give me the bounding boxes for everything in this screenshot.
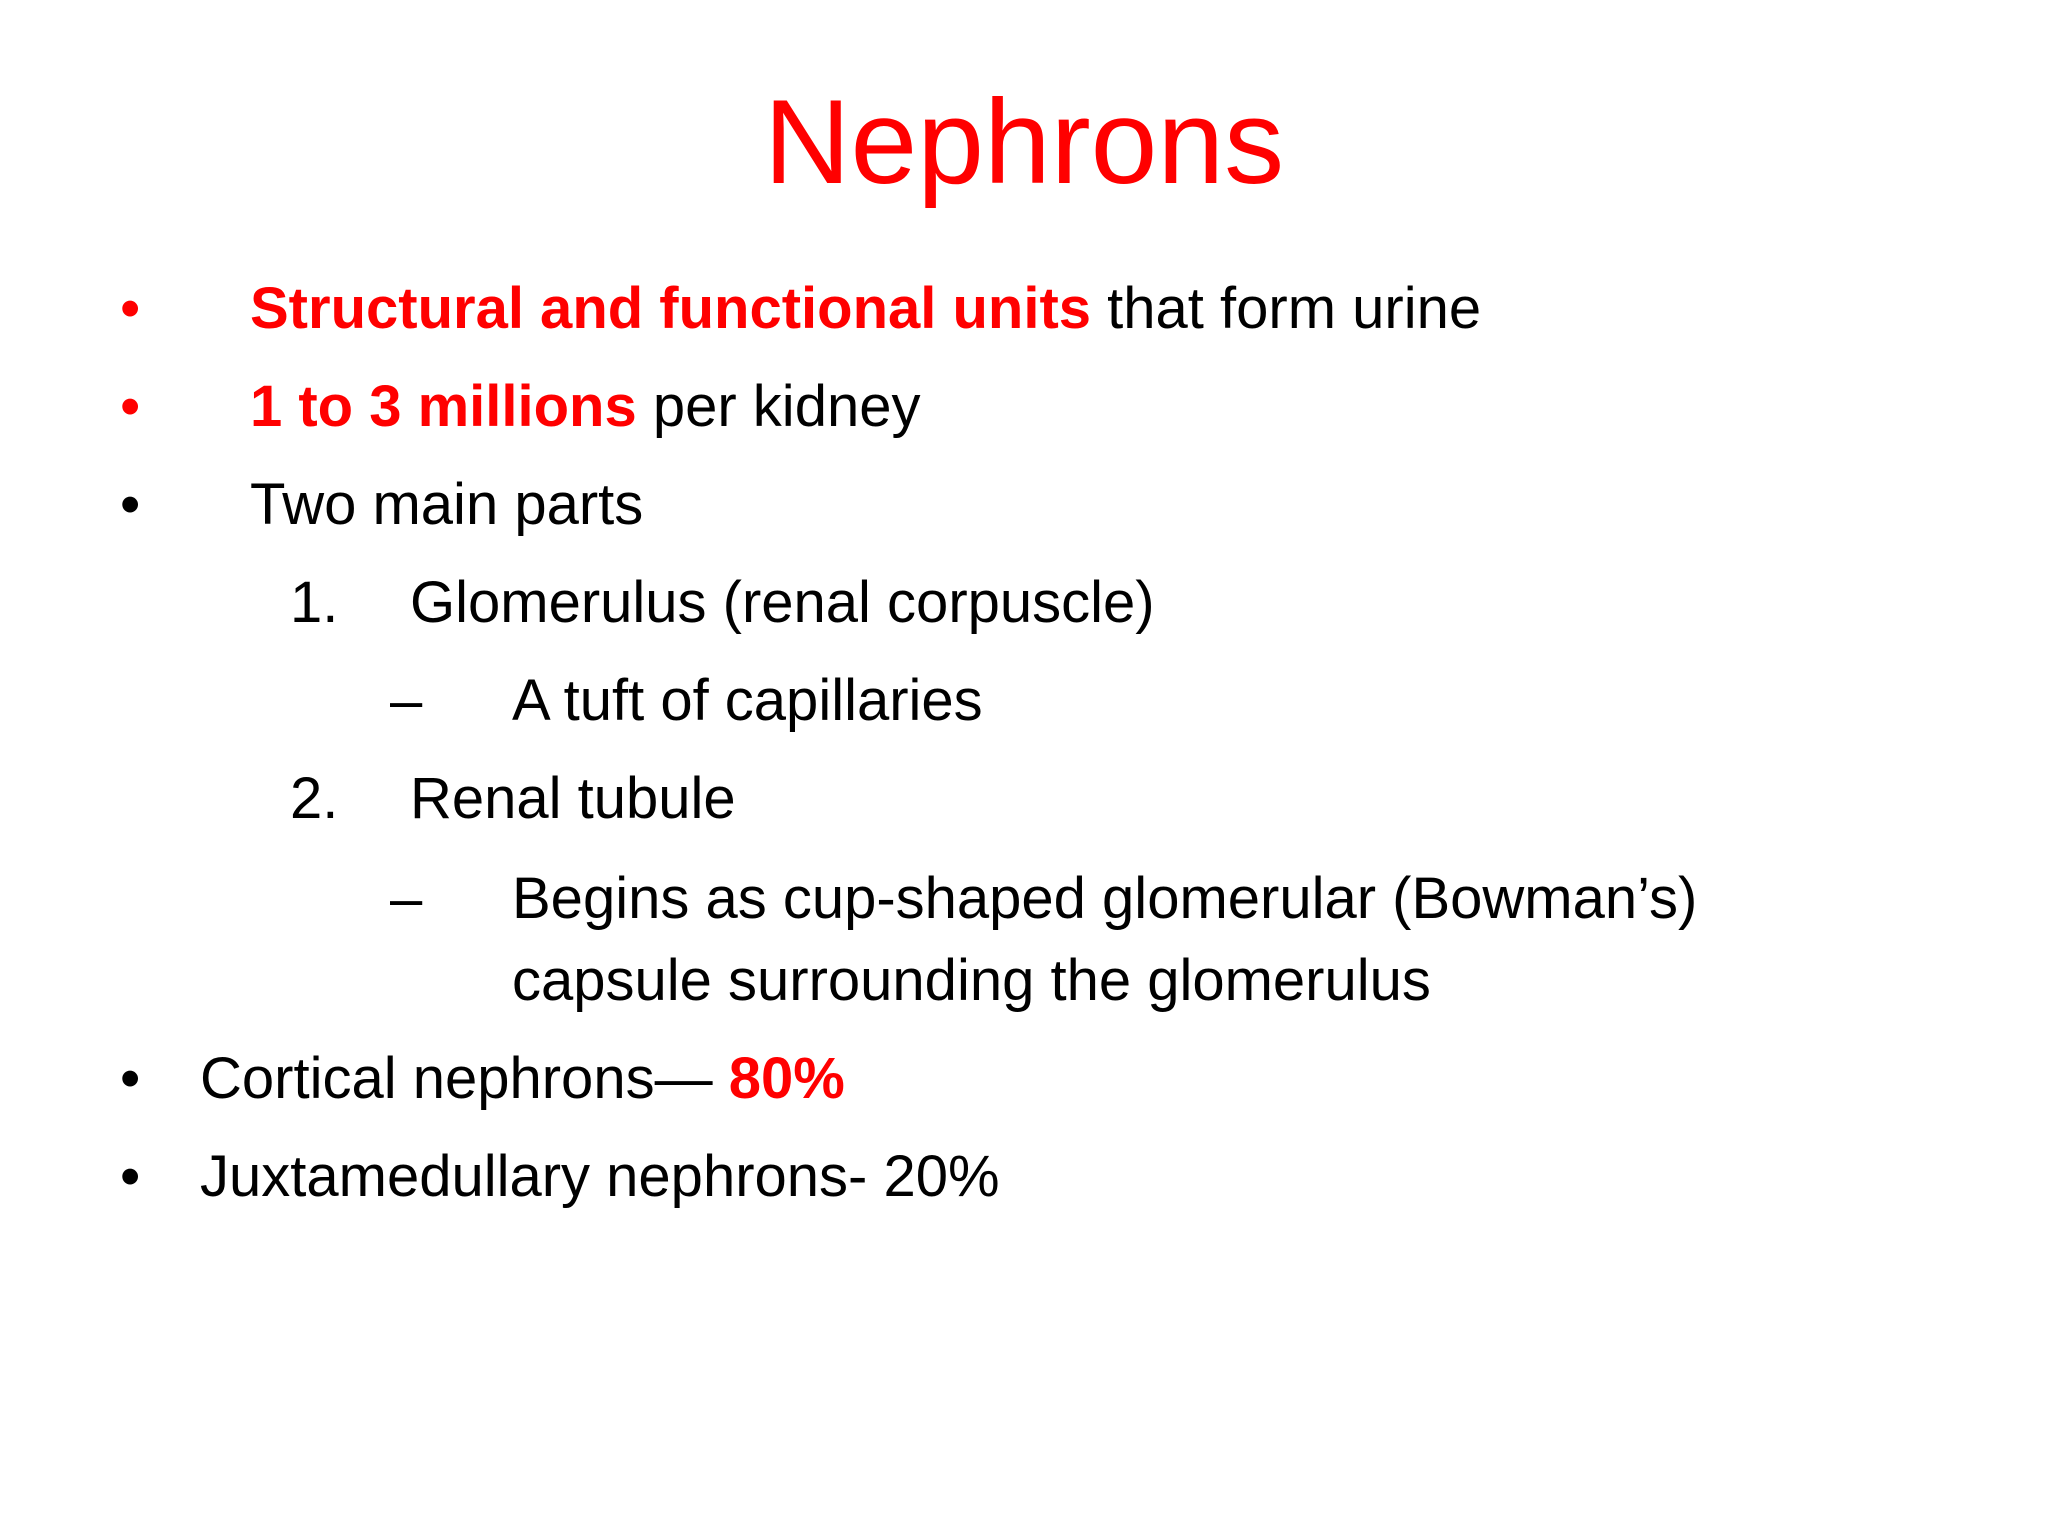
bullet-marker: • — [120, 374, 141, 439]
part-number: 2. — [290, 766, 339, 831]
bullet-item — [250, 274, 1481, 344]
bullet-marker: • — [120, 1046, 141, 1111]
part-detail: A tuft of capillaries — [512, 668, 983, 733]
dash-marker: – — [390, 866, 423, 931]
bullet-marker: • — [120, 472, 141, 537]
part-label: Renal tubule — [410, 766, 736, 831]
part-detail: Begins as cup-shaped glomerular (Bowman’s) — [512, 866, 1698, 931]
dash-marker: – — [390, 668, 423, 733]
part-number: 1. — [290, 570, 339, 635]
bullet-item: Two main parts — [250, 472, 644, 537]
bullet-highlight: Structural and functional units — [250, 276, 1092, 341]
part-label: Glomerulus (renal corpuscle) — [410, 570, 1155, 635]
bullet-marker: • — [120, 276, 141, 341]
bullet-text: per kidney — [636, 374, 921, 439]
type-text: Cortical nephrons— — [200, 1046, 729, 1111]
slide-title: Nephrons — [763, 75, 1285, 209]
bullet-marker: • — [120, 1144, 141, 1209]
bullet-highlight: 1 to 3 millions — [250, 374, 637, 439]
type-item — [200, 1044, 845, 1114]
part-detail: capsule surrounding the glomerulus — [512, 948, 1431, 1013]
bullet-text: that form urine — [1091, 276, 1482, 341]
type-highlight: 80% — [728, 1046, 845, 1111]
bullet-item — [250, 372, 920, 442]
type-item: Juxtamedullary nephrons- 20% — [200, 1144, 1000, 1209]
